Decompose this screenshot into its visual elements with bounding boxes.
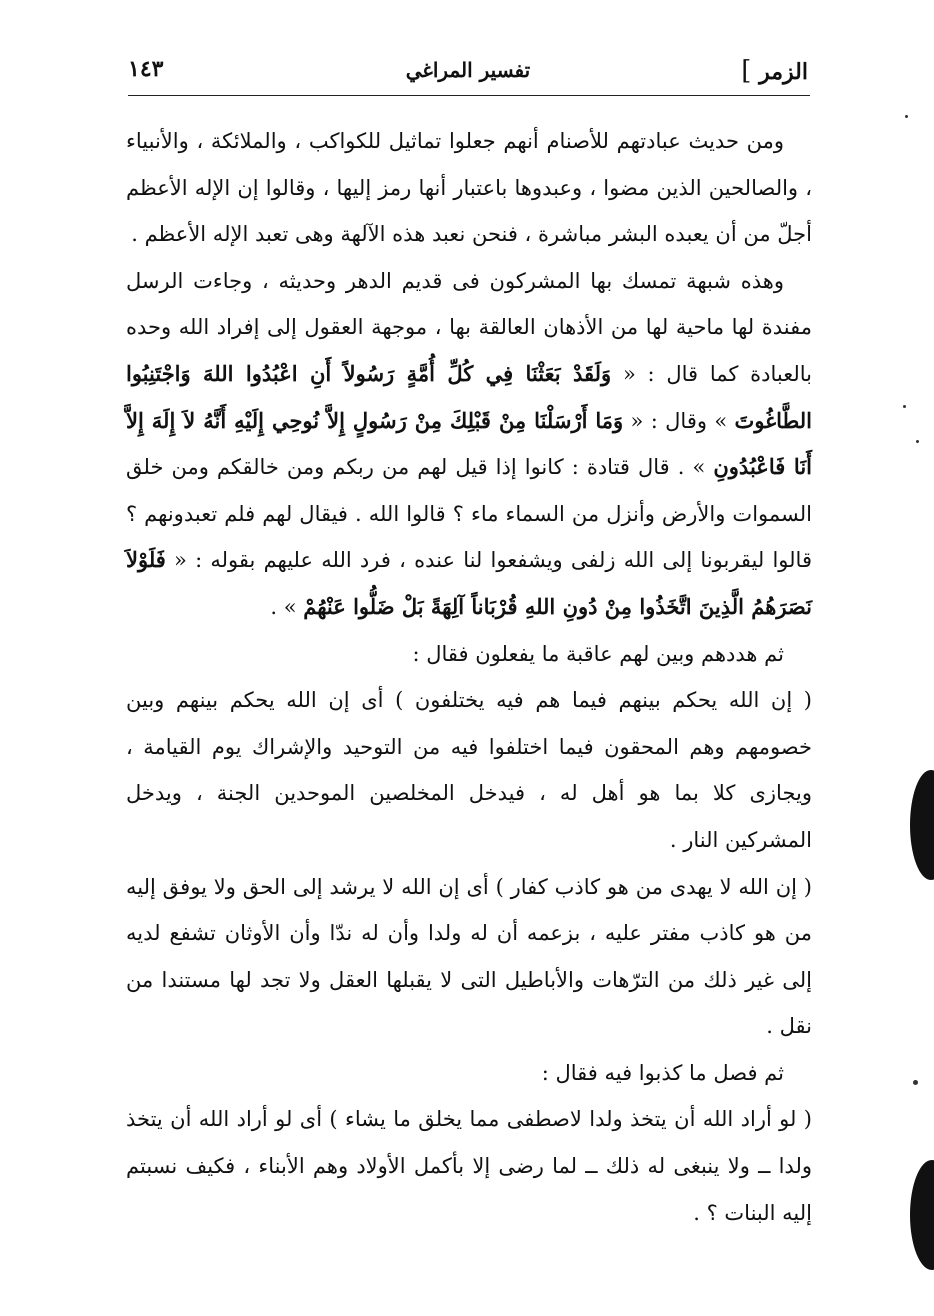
paragraph-offspring: ( لو أراد الله أن يتخذ ولدا لاصطفى مما يخلق ما يشاء ) أى لو أراد الله أن يتخذ ولدا ــ ولا ينبغى له ذلك ــ لما رضى إلا بأكمل الأولاد وهم الأبناء ، فكيف نسبتم إليه البنات ؟ . [126, 1107, 812, 1225]
paragraph-text: » وقال : « [623, 408, 735, 433]
surah-name: الزمر ] [741, 56, 808, 86]
body-text [126, 118, 812, 1236]
header-rule [128, 95, 810, 96]
scan-speck [916, 440, 919, 443]
paragraph-text: وهذه شبهة تمسك بها المشركون فى قديم الدهر وحديثه ، وجاءت الرسل مفندة لها ماحية لها من الأذهان العالقة بها ، موجهة العقول إلى إفراد الله وحده بالعبادة كما قال : « [126, 268, 812, 386]
paragraph-polytheists-argument [126, 258, 812, 631]
paragraph-text: » . قال قتادة : كانوا إذا قيل لهم من ربكم ومن خالقكم ومن خلق السموات والأرض وأنزل من السماء ماء ؟ قالوا الله . فيقال لهم فلم تعبدونهم ؟ قالوا ليقربونا إلى الله زلفى ويشفعوا لنا عنده ، فرد الله عليهم بقوله : « [126, 455, 812, 573]
scan-speck [905, 115, 908, 118]
scan-blot [910, 1160, 934, 1270]
scan-speck [913, 1080, 918, 1085]
quran-verse: وَلَقَدْ بَعَثْنَا فِي كُلِّ أُمَّةٍ رَسُولاً أَنِ اعْبُدُوا اللهَ وَاجْتَنِبُوا الطَّاغُوتَ [126, 360, 813, 433]
quran-verse: فَلَوْلاَ نَصَرَهُمُ الَّذِينَ اتَّخَذُوا مِنْ دُونِ اللهِ قُرْبَاناً آلِهَةً بَلْ ضَلُّوا عَنْهُمْ [126, 547, 812, 619]
paragraph-detail: ثم فصل ما كذبوا فيه فقال : [541, 1060, 784, 1085]
header-bracket: ] [741, 56, 752, 86]
paragraph-threat: ثم هددهم وبين لهم عاقبة ما يفعلون فقال : [412, 641, 784, 666]
paragraph-guidance: ( إن الله لا يهدى من هو كاذب كفار ) أى إن الله لا يرشد إلى الحق ولا يوفق إليه من هو كاذب مفتر عليه ، بزعمه أن له ولدا وأن له ندّا وأن الأوثان تشفع لديه إلى غير ذلك من الترّهات والأباطيل التى لا يقبلها العقل ولا تجد لها مستندا من نقل . [126, 874, 812, 1039]
paragraph-idol-worship: ومن حديث عبادتهم للأصنام أنهم جعلوا تماثيل للكواكب ، والملائكة ، والأنبياء ، والصالحين الذين مضوا ، وعبدوها باعتبار أنها رمز إليها ، وقالوا إن الإله الأعظم أجلّ من أن يعبده البشر مباشرة ، فنحن نعبد هذه الآلهة وهى تعبد الإله الأعظم . [126, 129, 812, 247]
page-number: ١٤٣ [128, 56, 164, 82]
paragraph-judgment: ( إن الله يحكم بينهم فيما هم فيه يختلفون ) أى إن الله يحكم بينهم وبين خصومهم وهم المحقون فيما اختلفوا فيه من التوحيد والإشراك يوم القيامة ، ويجازى كلا بما هو أهل له ، فيدخل المخلصين الموحدين الجنة ، ويدخل المشركين النار . [126, 688, 812, 852]
scan-blot [910, 770, 934, 880]
running-header [128, 52, 808, 92]
paragraph-text: » . [270, 594, 304, 619]
quran-verse: وَمَا أَرْسَلْنَا مِنْ قَبْلِكَ مِنْ رَسُولٍ إِلاَّ نُوحِي إِلَيْهِ أَنَّهُ لاَ إِلَهَ إِلاَّ أَنَا فَاعْبُدُونِ [126, 407, 813, 480]
book-title: تفسير المراغي [405, 58, 531, 82]
scan-speck [903, 405, 906, 408]
